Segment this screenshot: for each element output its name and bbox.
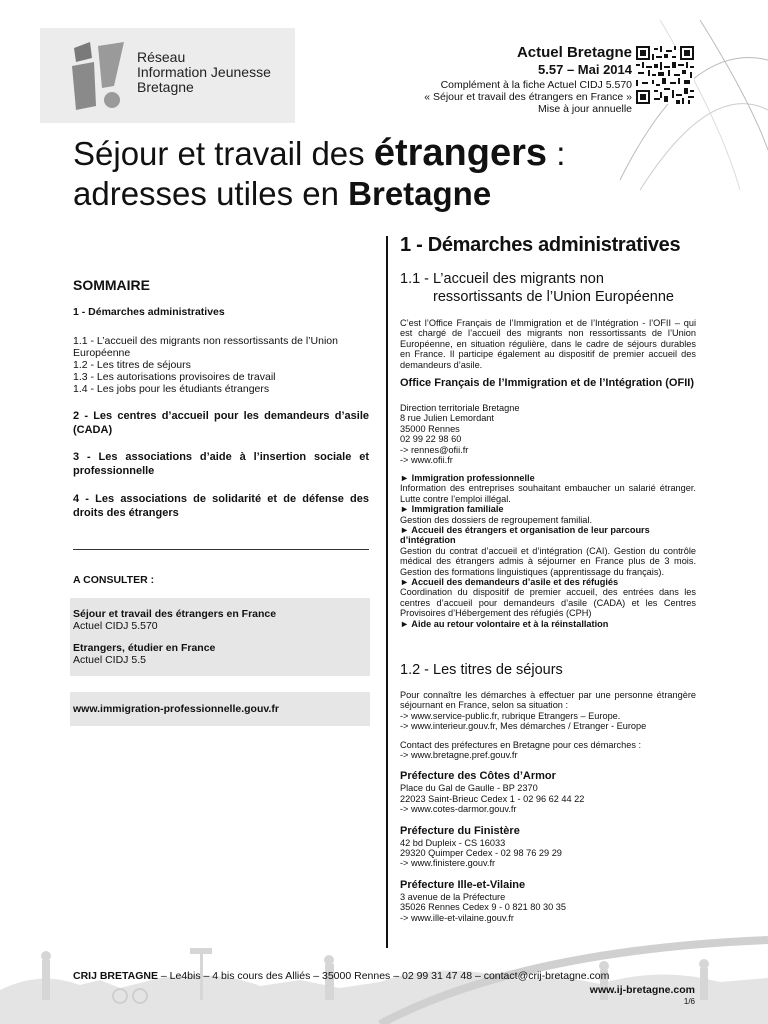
ofii-missions (400, 473, 696, 629)
footer-website-link[interactable]: www.ij-bretagne.com (589, 984, 695, 996)
prefecture-3-link[interactable]: -> www.ille-et-vilaine.gouv.fr (400, 912, 514, 923)
mission-2-text: Gestion des dossiers de regroupement familial. (400, 514, 593, 525)
logo-line-2: Information Jeunesse (137, 64, 271, 80)
publication-issue: 5.57 – Mai 2014 (538, 62, 632, 77)
bretagne-pref-link[interactable]: -> www.bretagne.pref.gouv.fr (400, 750, 518, 761)
section-1-title: 1 - Démarches administratives (400, 234, 681, 256)
ofii-title: Office Français de l’Immigration et de l’Intégration (OFII) (400, 377, 694, 389)
mission-1-title: ► Immigration professionnelle (400, 473, 535, 483)
title-part-5: Bretagne (348, 175, 492, 212)
interieur-link[interactable]: -> www.interieur.gouv.fr, Mes démarches / Etranger - Europe (400, 721, 647, 732)
header-note-1: Complément à la fiche Actuel CIDJ 5.570 (440, 79, 632, 91)
section-1-1-title (400, 270, 696, 306)
sommaire-item-4: 4 - Les associations de solidarité et de défense des droits des étrangers (73, 493, 369, 519)
prefecture-1-title: Préfecture des Côtes d’Armor (400, 770, 556, 783)
publication-header (312, 44, 632, 115)
consult-ref-1-title: Séjour et travail des étrangers en France (73, 608, 277, 620)
consult-ref-1-sub: Actuel CIDJ 5.570 (73, 620, 158, 632)
page-number: 1/6 (683, 997, 695, 1006)
ofii-web-link[interactable]: -> www.ofii.fr (400, 455, 453, 466)
header-note-2: « Séjour et travail des étrangers en France » (424, 91, 632, 103)
consult-link[interactable]: www.immigration-professionnelle.gouv.fr (73, 703, 279, 715)
sommaire-item-3: 3 - Les associations d’aide à l’insertion sociale et professionnelle (73, 451, 369, 477)
title-part-4: adresses utiles en (73, 175, 349, 212)
ofii-line-2: 8 rue Julien Lemordant (400, 413, 494, 424)
service-public-link[interactable]: -> www.service-public.fr, rubrique Etrangers – Europe. (400, 710, 621, 721)
prefecture-3-line-1: 3 avenue de la Préfecture (400, 891, 506, 902)
section-1-2-body (400, 690, 696, 923)
prefecture-1-line-1: Place du Gal de Gaulle - BP 2370 (400, 783, 538, 794)
prefecture-1-link[interactable]: -> www.cotes-darmor.gouv.fr (400, 804, 517, 815)
footer-contact (73, 970, 609, 982)
mission-3-text: Gestion du contrat d’accueil et d’intégration (CAI). Gestion du contrôle médical des étrangers admis à séjourner en France plus de 3 mois. Gestion des formations linguistiques (apprentissage du français). (400, 545, 696, 577)
qr-code-icon (636, 46, 694, 104)
mission-5-title: ► Aide au retour volontaire et à la réinstallation (400, 618, 609, 629)
prefecture-3-title: Préfecture Ille-et-Vilaine (400, 878, 526, 891)
footer-address: – Le4bis – 4 bis cours des Alliés – 35000 Rennes – 02 99 31 47 48 – contact@crij-bretagne.com (157, 970, 610, 982)
ofii-line-3: 35000 Rennes (400, 423, 460, 434)
mission-4-text: Coordination du dispositif de premier accueil, des entrées dans les centres d’accueil pour demandeurs d’asile (CADA) et les Centres Provisoires d’Hébergement des réfugiés (CPH) (400, 587, 696, 619)
sommaire-sub-1: 1.1 - L’accueil des migrants non ressortissants de l’Union Européenne (73, 335, 338, 359)
consult-title: A CONSULTER : (73, 574, 155, 586)
mission-2-title: ► Immigration familiale (400, 504, 504, 515)
mission-4-title: ► Accueil des demandeurs d’asile et des réfugiés (400, 577, 619, 588)
logo-text (137, 50, 271, 95)
prefecture-3-line-2: 35026 Rennes Cedex 9 - 0 821 80 30 35 (400, 902, 567, 913)
logo-line-1: Réseau (137, 49, 186, 65)
consult-ref-2-title: Etrangers, étudier en France (73, 642, 216, 654)
prefecture-1-line-2: 22023 Saint-Brieuc Cedex 1 - 02 96 62 44 22 (400, 793, 585, 804)
title-part-3: : (547, 135, 566, 172)
sommaire-item-1: 1 - Démarches administratives (73, 306, 225, 318)
consult-ref-2 (73, 642, 369, 666)
sommaire-title: SOMMAIRE (73, 277, 150, 293)
ofii-email-link[interactable]: -> rennes@ofii.fr (400, 444, 469, 455)
ofii-line-1: Direction territoriale Bretagne (400, 403, 520, 413)
column-divider (386, 236, 388, 948)
page-title (73, 134, 565, 213)
prefecture-2-line-2: 29320 Quimper Cedex - 02 98 76 29 29 (400, 848, 562, 859)
prefecture-2-title: Préfecture du Finistère (400, 824, 520, 837)
logo-line-3: Bretagne (137, 79, 194, 95)
prefecture-2-line-1: 42 bd Dupleix - CS 16033 (400, 837, 506, 848)
title-part-1: Séjour et travail des (73, 135, 374, 172)
sommaire-sub-3: 1.3 - Les autorisations provisoires de travail (73, 371, 276, 383)
section-1-2-title: 1.2 - Les titres de séjours (400, 662, 563, 678)
ofii-line-4: 02 99 22 98 60 (400, 434, 462, 445)
divider (73, 549, 369, 550)
mission-1-text: Information des entreprises souhaitant embaucher un salarié étranger. Lutte contre l’emploi illégal. (400, 483, 696, 504)
sommaire-item-2: 2 - Les centres d’accueil pour les demandeurs d’asile (CADA) (73, 410, 369, 436)
consult-ref-2-sub: Actuel CIDJ 5.5 (73, 654, 146, 666)
sommaire-sublist (73, 335, 369, 395)
ij-logo-icon (68, 40, 128, 112)
footer-org: CRIJ BRETAGNE (73, 970, 158, 982)
section-1-1-line-1: 1.1 - L’accueil des migrants non (400, 271, 604, 287)
prefecture-2-link[interactable]: -> www.finistere.gouv.fr (400, 858, 496, 869)
sommaire-sub-4: 1.4 - Les jobs pour les étudiants étrangers (73, 383, 270, 395)
section-1-2-intro: Pour connaître les démarches à effectuer par une personne étrangère séjournant en France, selon sa situation : (400, 690, 696, 711)
publication-name: Actuel Bretagne (516, 44, 632, 61)
mission-3-title: ► Accueil des étrangers et organisation de leur parcours d’intégration (400, 525, 650, 546)
ofii-address (400, 403, 696, 465)
title-part-2: étrangers (373, 132, 548, 174)
header-note-3: Mise à jour annuelle (538, 103, 632, 115)
consult-ref-1 (73, 608, 369, 632)
section-1-1-intro: C’est l’Office Français de l’Immigration et de l’Intégration - l’OFII – qui est chargé de l’accueil des migrants non ressortissants de l’Union Européenne, en situation régulière, dans le cadre de séjours durables en France. Il participe également au dispositif de premier accueil des demandeurs d’asile. (400, 318, 696, 370)
section-1-1-line-2: ressortissants de l’Union Européenne (433, 289, 674, 305)
contact-text: Contact des préfectures en Bretagne pour ces démarches : (400, 739, 642, 750)
sommaire-sub-2: 1.2 - Les titres de séjours (73, 359, 191, 371)
